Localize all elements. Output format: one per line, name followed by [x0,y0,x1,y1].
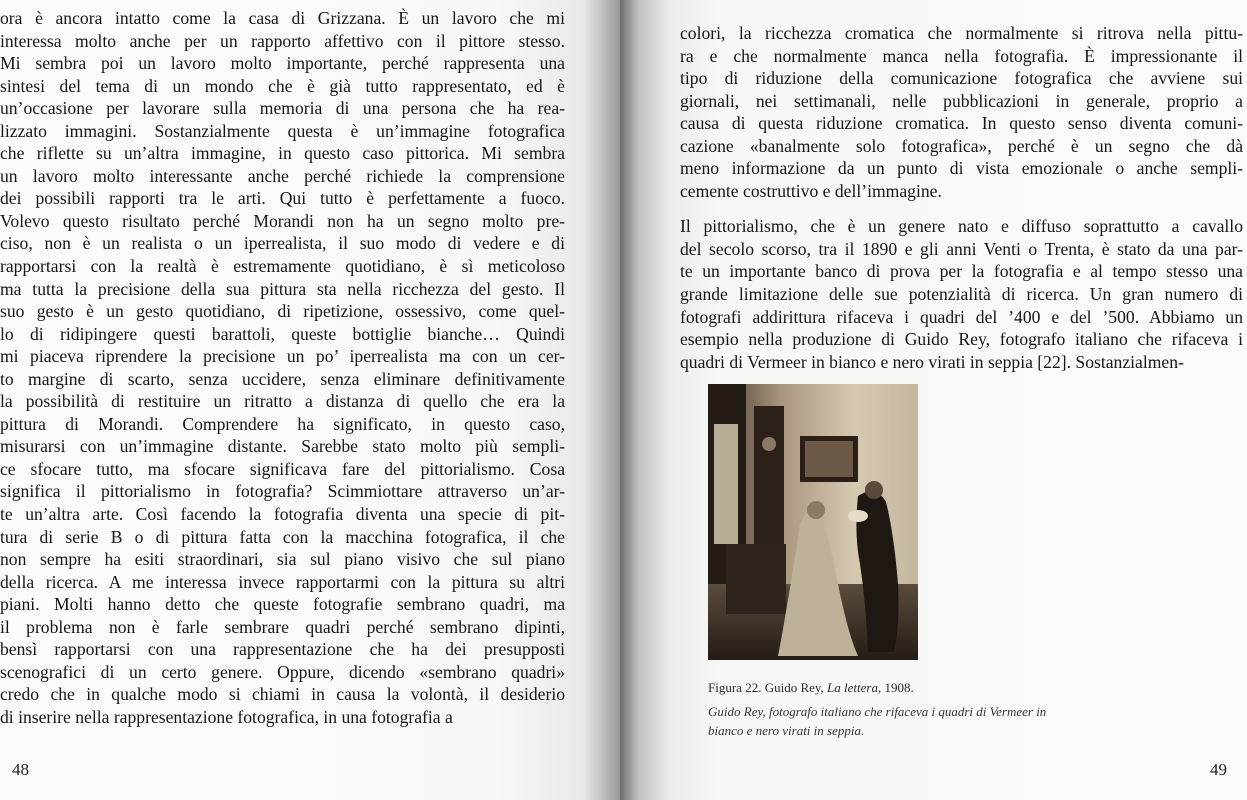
text-line: pittura di Morandi. Comprendere ha significato, in questo caso, [0,413,565,434]
right-page-body [680,22,1243,373]
right-page [620,0,1247,800]
caption-description: Guido Rey, fotografo italiano che rifaceva i quadri di Vermeer in bianco e nero virati in seppia. [708,704,1047,738]
photo-table [726,544,786,614]
caption-work-title: La lettera [827,680,878,695]
text-line: del secolo scorso, tra il 1890 e gli anni Venti o Trenta, è stato da una par- [680,238,1243,259]
figure-caption [708,679,1068,740]
photo-clock [754,406,784,556]
text-line: tipo di riduzione della comunicazione fotografica che avviene sui [680,68,1243,89]
text-line: dei possibili rapporti tra le arti. Qui tutto è perfettamente a fuoco. [0,188,565,209]
text-line: meno informazione da un punto di vista emozionale o anche sempli- [680,158,1243,179]
text-line: misurarsi con un’immagine distante. Sarebbe stato molto più sempli- [0,436,565,457]
text-line: scenografici di un certo genere. Oppure, dicendo «sembrano quadri» [0,661,565,682]
text-line: ce sfocare tutto, ma sfocare significava fare del pittorialismo. Cosa [0,458,565,479]
text-line: causa di questa riduzione cromatica. In questo senso diventa comuni- [680,113,1243,134]
text-line: lizzato immagini. Sostanzialmente questa è un’immagine fotografica [0,120,565,141]
text-line: ra e che normalmente manca nella fotografia. È impressionante il [680,45,1243,66]
text-line: ma tutta la precisione della sua pittura sta nella ricchezza del gesto. Il [0,278,565,299]
photo-flowers [848,510,868,522]
photo-woman-head [807,501,825,519]
page-number-right: 49 [1210,760,1227,779]
text-line: te un’altra arte. Così facendo la fotografia diventa una specie di pit- [0,504,565,525]
text-line: suo gesto è un gesto quotidiano, di ripetizione, ossessivo, come quel- [0,301,565,322]
text-line: ciso, non è un realista o un iperrealista, il suo modo di vedere e di [0,233,565,254]
text-line: esempio nella produzione di Guido Rey, fotografo italiano che rifaceva i [680,329,1243,350]
paragraph-1 [680,22,1243,202]
text-line: cemente costruttivo e dell’immagine. [680,180,942,201]
text-line: significa il pittorialismo in fotografia? Scimmiottare attraverso un’ar- [0,481,565,502]
text-line: il problema non è farle sembrare quadri perché sembrano dipinti, [0,616,565,637]
text-line: to margine di scarto, senza uccidere, senza eliminare definitivamente [0,368,565,389]
text-line: cazione «banalmente solo fotografica», perché è un segno che dà [680,135,1243,156]
photo-window-light [714,424,738,544]
photo-painting-canvas [805,441,853,477]
figure-photograph [708,384,918,660]
text-line: bensì rapportarsi con una rappresentazione che ha dei presupposti [0,639,565,660]
text-line: che riflette su un’altra immagine, in questo caso pittorica. Mi sembra [0,143,565,164]
photo-clock-face [762,437,776,451]
caption-title-line [708,679,1068,697]
photo-man-head [865,481,883,499]
caption-suffix: , 1908. [877,680,914,695]
text-line: sintesi del tema di un mondo che è già tutto rappresentato, ed è [0,75,565,96]
text-line: mi piaceva riprendere la precisione un po’ iperrealista ma con un cer- [0,346,565,367]
text-line: piani. Molti hanno detto che queste fotografie sembrano quadri, ma [0,594,565,615]
text-line: della ricerca. A me interessa invece rapportarmi con la pittura su altri [0,571,565,592]
sepia-photo-illustration [708,384,918,660]
text-line: Volevo questo risultato perché Morandi non ha un segno molto pre- [0,210,565,231]
paragraph-2 [680,215,1243,373]
text-line: non sempre ha esiti straordinari, sia sul piano visivo che sul piano [0,549,565,570]
text-line: giornali, nei settimanali, nelle pubblicazioni in generale, proprio a [680,90,1243,111]
text-line: rapportarsi con la realtà è estremamente quotidiano, è sì meticoloso [0,256,565,277]
left-page-body [0,7,565,729]
page-number-left: 48 [12,760,29,779]
text-line: quadri di Vermeer in bianco e nero virati in seppia [22]. Sostanzialmen- [680,351,1184,372]
text-line: grande limitazione delle sue potenzialità di ricerca. Un gran numero di [680,284,1243,305]
text-line: un lavoro molto interessante anche perché richiede la comprensione [0,165,565,186]
text-line: un’occasione per lavorare sulla memoria di una persona che ha rea- [0,98,565,119]
text-line: colori, la ricchezza cromatica che normalmente si ritrova nella pittu- [680,23,1243,43]
text-line: tura di serie B o di pittura fatta con la macchina fotografica, il che [0,526,565,547]
text-line: fotografi addirittura rifaceva i quadri del ’400 e del ’500. Abbiamo un [680,306,1243,327]
text-line: te un importante banco di prova per la fotografia e al tempo stesso una [680,261,1243,282]
text-line: ora è ancora intatto come la casa di Grizzana. È un lavoro che mi [0,8,565,28]
text-line: di inserire nella rappresentazione fotografica, in una fotografia a [0,706,453,727]
text-line: Mi sembra poi un lavoro molto importante, perché rappresenta una [0,53,565,74]
text-line: Il pittorialismo, che è un genere nato e diffuso soprattutto a cavallo [680,216,1243,237]
text-line: interessa molto anche per un rapporto affettivo con il pittore stesso. [0,30,565,51]
left-page [0,0,620,800]
caption-prefix: Figura 22. Guido Rey, [708,680,828,695]
text-line: lo di ridipingere questi barattoli, queste bottiglie bianche… Quindi [0,323,565,344]
text-line: credo che in qualche modo si chiami in causa la volontà, il desiderio [0,684,565,705]
text-line: la possibilità di restituire un ritratto a distanza di quello che era la [0,391,565,412]
